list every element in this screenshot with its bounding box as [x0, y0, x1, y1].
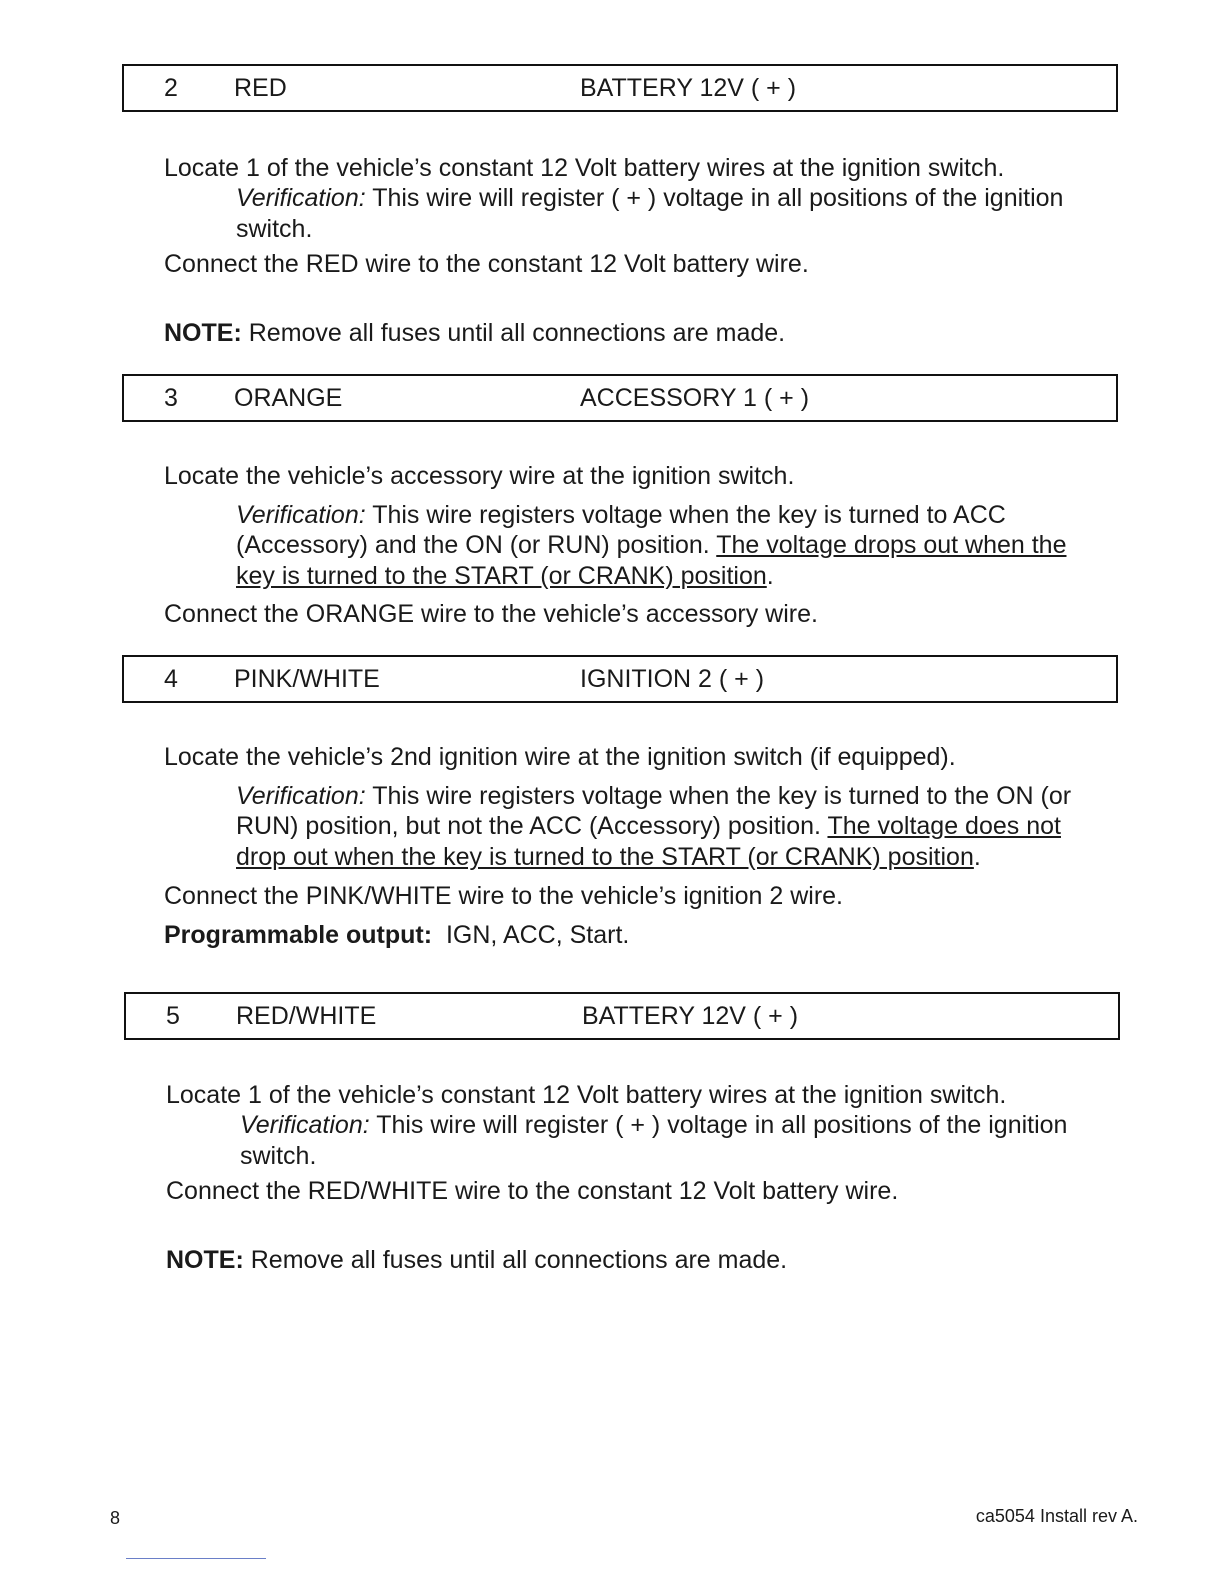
wire-function: IGNITION 2 ( + )	[580, 665, 765, 693]
note-label: NOTE:	[164, 319, 242, 347]
wire-header-orange	[122, 374, 1118, 422]
programmable-output-values: IGN, ACC, Start.	[445, 921, 630, 949]
connect-instruction: Connect the PINK/WHITE wire to the vehicle’s ignition 2 wire.	[164, 882, 843, 910]
note-text: Remove all fuses until all connections are made.	[250, 1246, 788, 1274]
wire-function: BATTERY 12V ( + )	[580, 74, 797, 102]
verification-line-3	[236, 842, 981, 872]
note-label: NOTE:	[166, 1246, 244, 1274]
wire-number: 5	[166, 1002, 180, 1030]
verification-line	[240, 1110, 1067, 1140]
verification-line	[236, 183, 1063, 213]
verification-text: This wire will register ( + ) voltage in all positions of the ignition	[376, 1111, 1068, 1139]
document-id: ca5054 Install rev A.	[975, 1506, 1138, 1526]
programmable-output-line	[164, 920, 629, 950]
wire-header-pink-white	[122, 655, 1118, 703]
verification-text: This wire will register ( + ) voltage in all positions of the ignition	[372, 184, 1064, 212]
page-number: 8	[110, 1508, 121, 1528]
verification-text-cont: switch.	[236, 215, 313, 243]
connect-instruction: Connect the RED/WHITE wire to the constant 12 Volt battery wire.	[166, 1177, 899, 1205]
wire-number: 2	[164, 74, 178, 102]
verification-label: Verification:	[236, 184, 366, 212]
wire-number: 3	[164, 384, 178, 412]
verification-text: This wire registers voltage when the key is turned to the ON (or	[372, 782, 1072, 810]
wire-number: 4	[164, 665, 178, 693]
wire-color: ORANGE	[234, 384, 343, 412]
verification-line	[236, 781, 1071, 811]
wire-color: RED	[234, 74, 287, 102]
connect-instruction: Connect the ORANGE wire to the vehicle’s accessory wire.	[164, 600, 818, 628]
programmable-output-label: Programmable output:	[164, 921, 433, 949]
connect-instruction: Connect the RED wire to the constant 12 Volt battery wire.	[164, 250, 809, 278]
locate-instruction: Locate the vehicle’s 2nd ignition wire at the ignition switch (if equipped).	[164, 743, 956, 771]
wire-function: ACCESSORY 1 ( + )	[580, 384, 810, 412]
verification-underlined: drop out when the key is turned to the START (or CRANK) position	[236, 843, 974, 871]
note-line	[164, 318, 785, 348]
verification-underlined: The voltage drops out when the	[716, 531, 1067, 559]
verification-end: .	[766, 562, 774, 590]
verification-text: (Accessory) and the ON (or RUN) position.	[236, 531, 717, 559]
locate-instruction: Locate the vehicle’s accessory wire at the ignition switch.	[164, 462, 795, 490]
verification-line-2	[236, 811, 1061, 841]
wire-function: BATTERY 12V ( + )	[582, 1002, 799, 1030]
verification-text: This wire registers voltage when the key is turned to ACC	[372, 501, 1006, 529]
verification-line-2	[236, 530, 1066, 560]
wire-header-red-white	[124, 992, 1120, 1040]
wire-color: RED/WHITE	[236, 1002, 377, 1030]
verification-end: .	[973, 843, 981, 871]
verification-text-cont: switch.	[240, 1142, 317, 1170]
verification-label: Verification:	[236, 501, 366, 529]
note-text: Remove all fuses until all connections are made.	[248, 319, 786, 347]
verification-underlined: The voltage does not	[827, 812, 1061, 840]
locate-instruction: Locate 1 of the vehicle’s constant 12 Volt battery wires at the ignition switch.	[166, 1081, 1007, 1109]
verification-line	[236, 500, 1006, 530]
wire-header-red	[122, 64, 1118, 112]
wire-color: PINK/WHITE	[234, 665, 380, 693]
footer-rule	[126, 1558, 266, 1559]
locate-instruction: Locate 1 of the vehicle’s constant 12 Volt battery wires at the ignition switch.	[164, 154, 1005, 182]
verification-line-3	[236, 561, 774, 591]
note-line	[166, 1245, 787, 1275]
verification-underlined: key is turned to the START (or CRANK) position	[236, 562, 767, 590]
verification-label: Verification:	[236, 782, 366, 810]
verification-text: RUN) position, but not the ACC (Accessory) position.	[236, 812, 828, 840]
verification-label: Verification:	[240, 1111, 370, 1139]
